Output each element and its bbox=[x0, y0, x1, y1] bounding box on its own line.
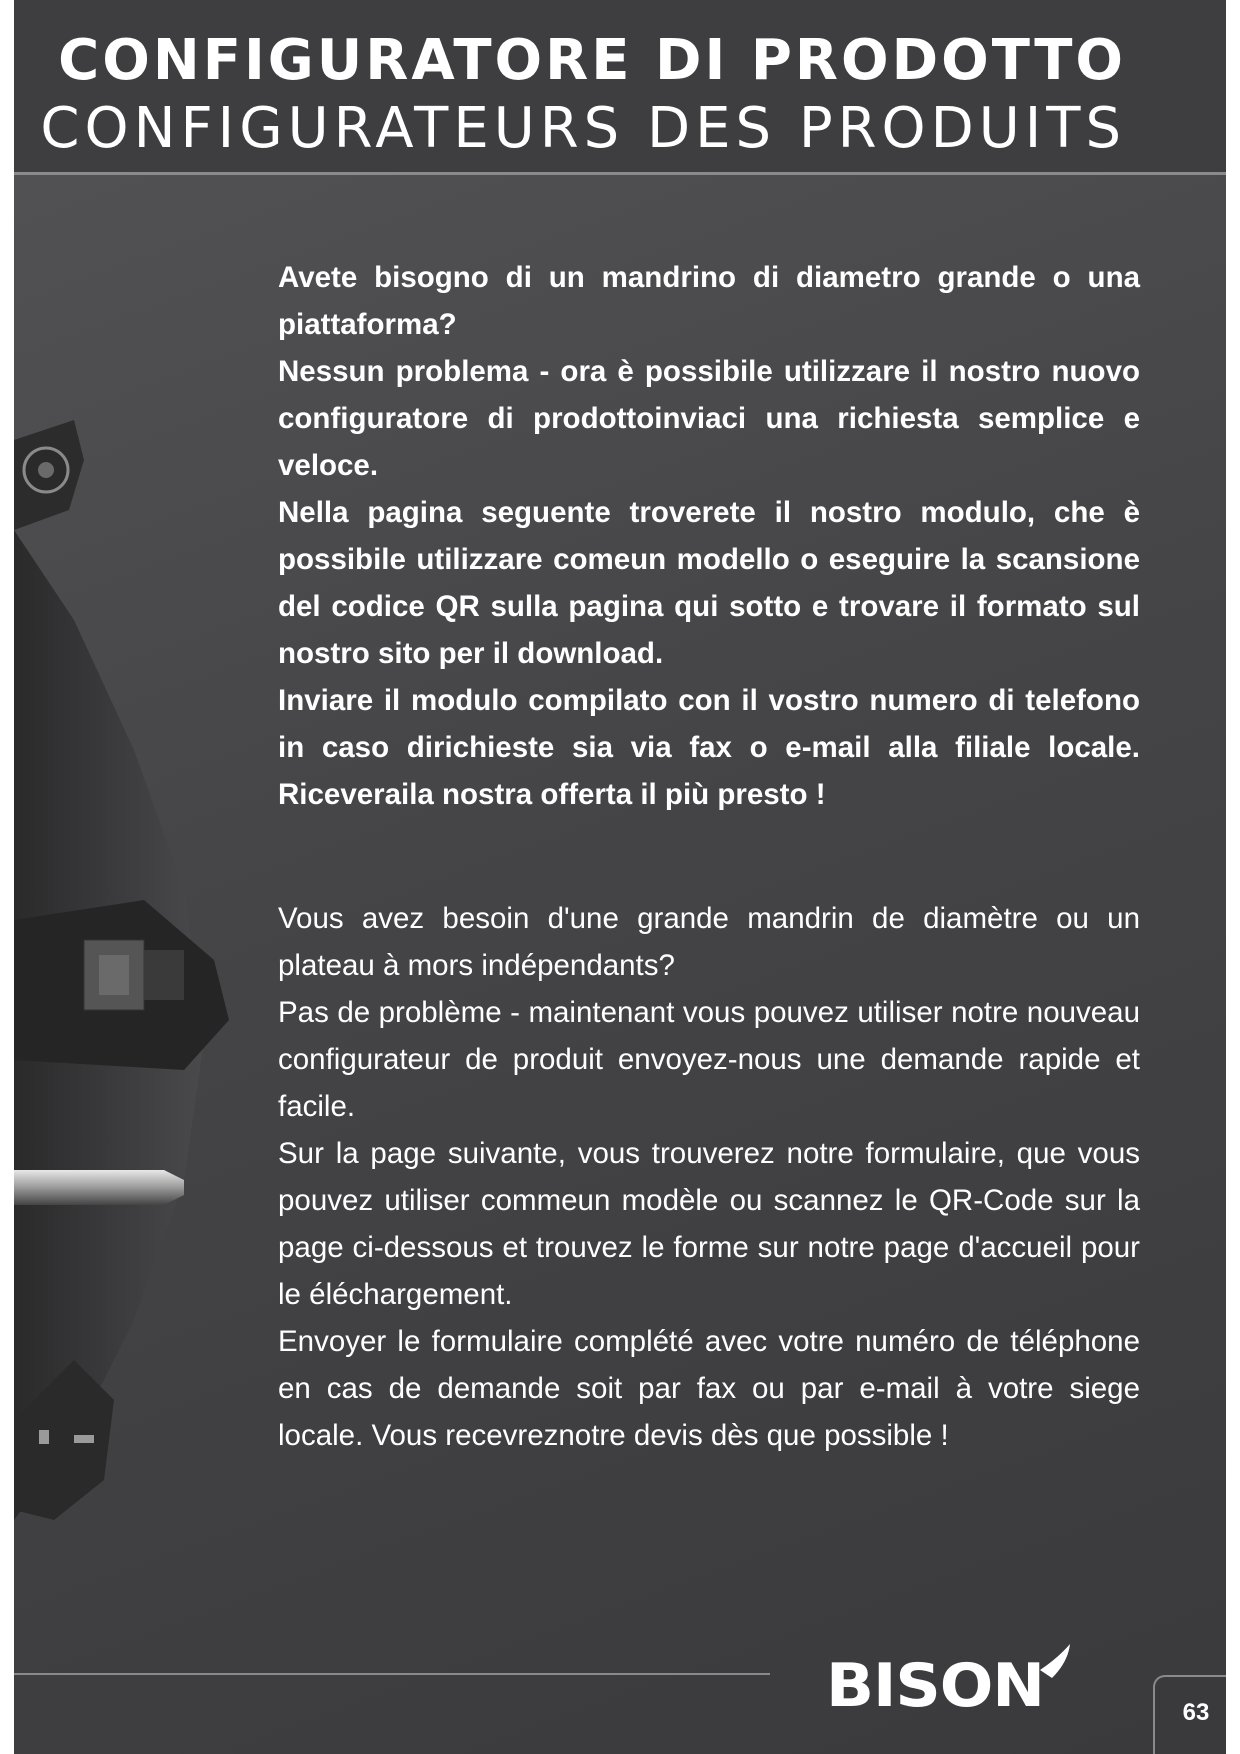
italian-paragraph: Nella pagina seguente troverete il nostro modulo, che è possibile utilizzare comeun modello o eseguire la scansione del codice QR sulla pagina qui sotto e trovare il formato sul nostro sito per il download. bbox=[278, 496, 1140, 670]
french-paragraph: Vous avez besoin d'une grande mandrin de diamètre ou un plateau à mors indépendants? bbox=[278, 902, 1140, 982]
page-number: 63 bbox=[1182, 1699, 1210, 1726]
page-title-italian: CONFIGURATORE DI PRODOTTO bbox=[58, 28, 1126, 93]
french-paragraph: Pas de problème - maintenant vous pouvez utiliser notre nouveau configurateur de produit envoyez-nous une demande rapide et facile. bbox=[278, 996, 1140, 1123]
bison-logo bbox=[826, 1640, 1076, 1716]
italian-paragraph: Nessun problema - ora è possibile utilizzare il nostro nuovo configuratore di prodottoinviaci una richiesta semplice e veloce. bbox=[278, 355, 1140, 482]
italian-paragraph: Avete bisogno di un mandrino di diametro grande o una piattaforma? bbox=[278, 261, 1140, 341]
french-paragraph: Sur la page suivante, vous trouverez notre formulaire, que vous pouvez utiliser commeun modèle ou scannez le QR-Code sur la page ci-dessous et trouvez le forme sur notre page d'accueil pour le éléchargement. bbox=[278, 1137, 1140, 1311]
chuck-background-image bbox=[14, 420, 274, 1580]
page-header bbox=[14, 0, 1226, 175]
footer-divider bbox=[14, 1673, 770, 1675]
page-title-french: CONFIGURATEURS DES PRODUITS bbox=[40, 96, 1126, 161]
page bbox=[14, 0, 1226, 1754]
italian-paragraph: Inviare il modulo compilato con il vostro numero di telefono in caso dirichieste sia via fax o e-mail alla filiale locale. Riceveraila nostra offerta il più presto ! bbox=[278, 684, 1140, 811]
svg-text:BISON: BISON bbox=[826, 1651, 1044, 1716]
page-number-tab bbox=[1153, 1675, 1226, 1754]
french-section bbox=[278, 895, 1140, 1459]
french-paragraph: Envoyer le formulaire complété avec votre numéro de téléphone en cas de demande soit par fax ou par e-mail à votre siege locale. Vous recevreznotre devis dès que possible ! bbox=[278, 1325, 1140, 1452]
body-text bbox=[278, 254, 1140, 1459]
italian-section bbox=[278, 254, 1140, 818]
